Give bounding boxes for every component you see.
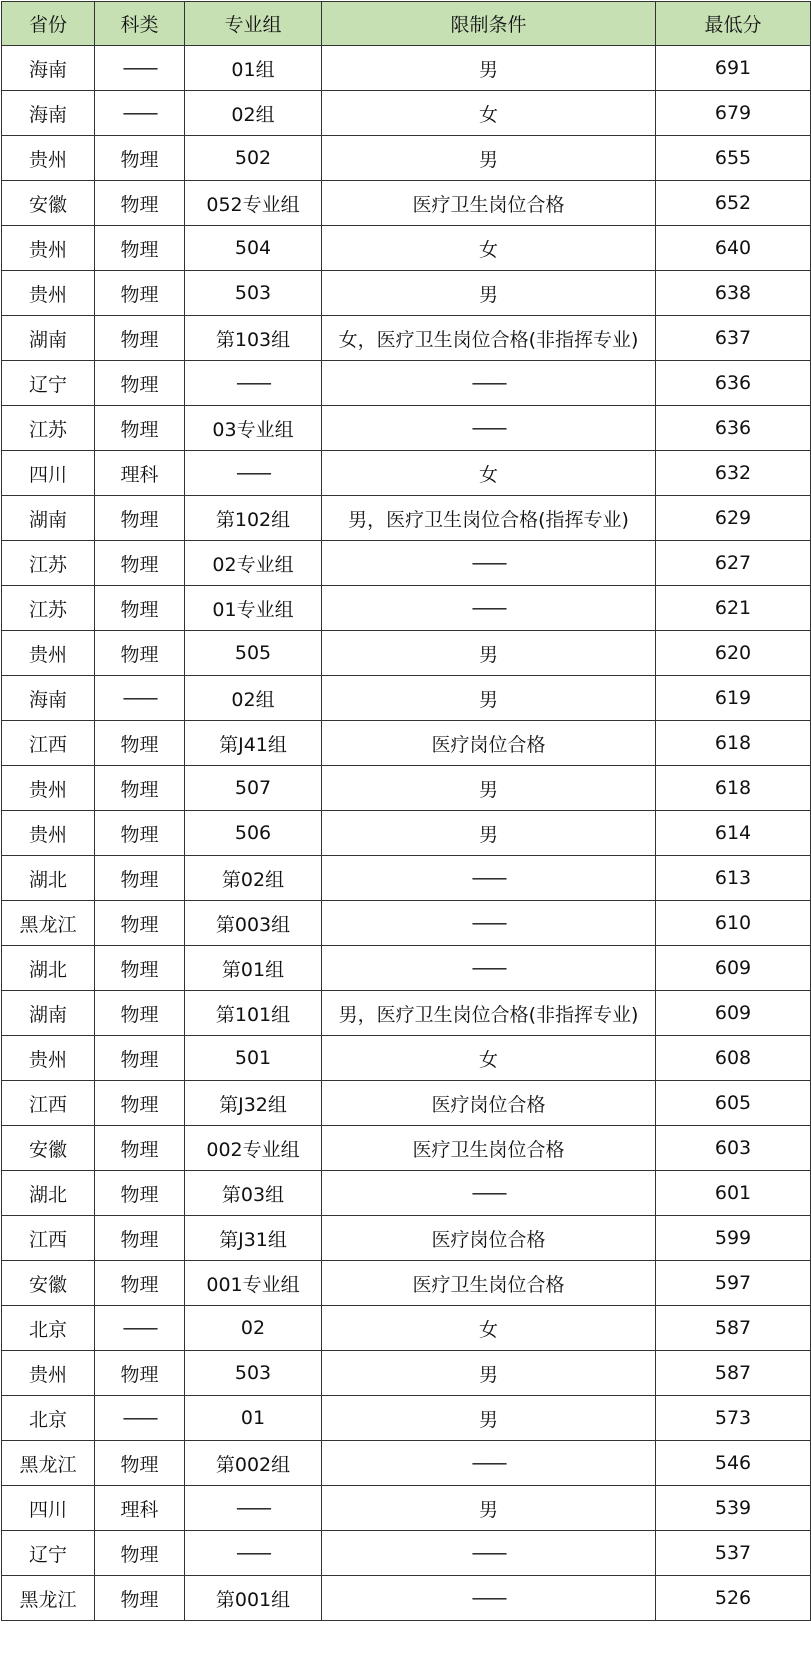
province-cell: 江苏: [2, 406, 95, 451]
restrictions-cell: 医疗岗位合格: [322, 721, 656, 766]
restrictions-cell: 男: [322, 811, 656, 856]
table-row: [2, 316, 811, 361]
table-row: [2, 676, 811, 721]
restrictions-cell: ——: [322, 541, 656, 586]
min-score-cell: 618: [656, 766, 811, 811]
admission-score-table: [1, 1, 811, 1621]
major-group-cell: 第103组: [185, 316, 322, 361]
province-cell: 黑龙江: [2, 901, 95, 946]
province-cell: 贵州: [2, 631, 95, 676]
table-row: [2, 271, 811, 316]
major-group-cell: 第02组: [185, 856, 322, 901]
subject-category-cell: 理科: [95, 1486, 185, 1531]
min-score-cell: 608: [656, 1036, 811, 1081]
min-score-cell: 629: [656, 496, 811, 541]
min-score-cell: 601: [656, 1171, 811, 1216]
restrictions-cell: 女，医疗卫生岗位合格(非指挥专业): [322, 316, 656, 361]
province-cell: 贵州: [2, 136, 95, 181]
restrictions-cell: 男: [322, 46, 656, 91]
major-group-cell: 01专业组: [185, 586, 322, 631]
table-header-row: [2, 2, 811, 46]
table-row: [2, 46, 811, 91]
min-score-cell: 637: [656, 316, 811, 361]
major-group-cell: 502: [185, 136, 322, 181]
subject-category-cell: 物理: [95, 496, 185, 541]
min-score-cell: 632: [656, 451, 811, 496]
min-score-cell: 636: [656, 361, 811, 406]
province-cell: 贵州: [2, 811, 95, 856]
major-group-cell: 第102组: [185, 496, 322, 541]
major-group-cell: 02组: [185, 91, 322, 136]
province-cell: 江苏: [2, 541, 95, 586]
major-group-cell: 506: [185, 811, 322, 856]
province-cell: 湖南: [2, 316, 95, 361]
province-cell: 辽宁: [2, 1531, 95, 1576]
major-group-cell: 第002组: [185, 1441, 322, 1486]
min-score-cell: 526: [656, 1576, 811, 1621]
table-row: [2, 1036, 811, 1081]
table-row: [2, 181, 811, 226]
major-group-cell: 02专业组: [185, 541, 322, 586]
table-row: [2, 226, 811, 271]
subject-category-cell: 物理: [95, 1441, 185, 1486]
restrictions-cell: ——: [322, 946, 656, 991]
subject-category-cell: 物理: [95, 316, 185, 361]
subject-category-cell: 理科: [95, 451, 185, 496]
min-score-cell: 640: [656, 226, 811, 271]
restrictions-cell: 男: [322, 1486, 656, 1531]
major-group-cell: ——: [185, 451, 322, 496]
major-group-cell: 052专业组: [185, 181, 322, 226]
restrictions-cell: 女: [322, 91, 656, 136]
table-row: [2, 1396, 811, 1441]
restrictions-cell: ——: [322, 406, 656, 451]
table-row: [2, 136, 811, 181]
province-cell: 贵州: [2, 766, 95, 811]
table-row: [2, 1576, 811, 1621]
province-cell: 贵州: [2, 271, 95, 316]
table-row: [2, 586, 811, 631]
province-cell: 湖南: [2, 991, 95, 1036]
table-row: [2, 1261, 811, 1306]
major-group-cell: 02: [185, 1306, 322, 1351]
province-cell: 北京: [2, 1306, 95, 1351]
subject-category-cell: 物理: [95, 181, 185, 226]
province-cell: 海南: [2, 46, 95, 91]
major-group-cell: 第003组: [185, 901, 322, 946]
admission-score-table-container: [1, 1, 810, 1621]
restrictions-cell: 女: [322, 226, 656, 271]
major-group-cell: 02组: [185, 676, 322, 721]
restrictions-cell: 男: [322, 631, 656, 676]
min-score-cell: 537: [656, 1531, 811, 1576]
subject-category-cell: 物理: [95, 991, 185, 1036]
subject-category-cell: 物理: [95, 586, 185, 631]
restrictions-cell: 医疗岗位合格: [322, 1216, 656, 1261]
province-cell: 贵州: [2, 226, 95, 271]
province-cell: 海南: [2, 91, 95, 136]
subject-category-cell: 物理: [95, 901, 185, 946]
table-row: [2, 1486, 811, 1531]
min-score-cell: 609: [656, 991, 811, 1036]
major-group-cell: ——: [185, 361, 322, 406]
major-group-cell: 507: [185, 766, 322, 811]
subject-category-cell: 物理: [95, 541, 185, 586]
table-body: [2, 46, 811, 1621]
min-score-cell: 539: [656, 1486, 811, 1531]
table-row: [2, 946, 811, 991]
table-row: [2, 811, 811, 856]
major-group-cell: 第J32组: [185, 1081, 322, 1126]
subject-category-cell: 物理: [95, 271, 185, 316]
subject-category-cell: 物理: [95, 136, 185, 181]
table-row: [2, 1306, 811, 1351]
restrictions-cell: 男，医疗卫生岗位合格(非指挥专业): [322, 991, 656, 1036]
major-group-cell: ——: [185, 1486, 322, 1531]
subject-category-cell: 物理: [95, 1036, 185, 1081]
table-row: [2, 1531, 811, 1576]
subject-category-cell: ——: [95, 1306, 185, 1351]
subject-category-cell: 物理: [95, 361, 185, 406]
table-row: [2, 991, 811, 1036]
min-score-cell: 627: [656, 541, 811, 586]
major-group-cell: 001专业组: [185, 1261, 322, 1306]
table-row: [2, 1441, 811, 1486]
subject-category-cell: ——: [95, 46, 185, 91]
restrictions-cell: ——: [322, 856, 656, 901]
subject-category-cell: ——: [95, 1396, 185, 1441]
header-restrictions: 限制条件: [322, 2, 656, 46]
table-row: [2, 631, 811, 676]
subject-category-cell: 物理: [95, 721, 185, 766]
major-group-cell: ——: [185, 1531, 322, 1576]
subject-category-cell: 物理: [95, 1576, 185, 1621]
major-group-cell: 505: [185, 631, 322, 676]
min-score-cell: 599: [656, 1216, 811, 1261]
table-row: [2, 1126, 811, 1171]
restrictions-cell: 男: [322, 271, 656, 316]
subject-category-cell: 物理: [95, 766, 185, 811]
subject-category-cell: 物理: [95, 1081, 185, 1126]
province-cell: 江西: [2, 1216, 95, 1261]
subject-category-cell: 物理: [95, 1216, 185, 1261]
province-cell: 黑龙江: [2, 1441, 95, 1486]
min-score-cell: 638: [656, 271, 811, 316]
major-group-cell: 第101组: [185, 991, 322, 1036]
restrictions-cell: 男: [322, 1351, 656, 1396]
major-group-cell: 504: [185, 226, 322, 271]
province-cell: 湖北: [2, 1171, 95, 1216]
major-group-cell: 第001组: [185, 1576, 322, 1621]
subject-category-cell: 物理: [95, 856, 185, 901]
restrictions-cell: 医疗卫生岗位合格: [322, 1126, 656, 1171]
min-score-cell: 620: [656, 631, 811, 676]
subject-category-cell: 物理: [95, 811, 185, 856]
min-score-cell: 605: [656, 1081, 811, 1126]
restrictions-cell: ——: [322, 1171, 656, 1216]
table-row: [2, 1351, 811, 1396]
province-cell: 湖北: [2, 856, 95, 901]
restrictions-cell: ——: [322, 1441, 656, 1486]
min-score-cell: 587: [656, 1306, 811, 1351]
province-cell: 安徽: [2, 1261, 95, 1306]
min-score-cell: 613: [656, 856, 811, 901]
table-row: [2, 1216, 811, 1261]
restrictions-cell: 男，医疗卫生岗位合格(指挥专业): [322, 496, 656, 541]
restrictions-cell: 男: [322, 1396, 656, 1441]
restrictions-cell: ——: [322, 361, 656, 406]
min-score-cell: 573: [656, 1396, 811, 1441]
major-group-cell: 第J41组: [185, 721, 322, 766]
province-cell: 四川: [2, 1486, 95, 1531]
major-group-cell: 01组: [185, 46, 322, 91]
min-score-cell: 597: [656, 1261, 811, 1306]
subject-category-cell: 物理: [95, 1126, 185, 1171]
table-row: [2, 901, 811, 946]
table-row: [2, 361, 811, 406]
subject-category-cell: 物理: [95, 406, 185, 451]
subject-category-cell: 物理: [95, 946, 185, 991]
min-score-cell: 652: [656, 181, 811, 226]
major-group-cell: 501: [185, 1036, 322, 1081]
min-score-cell: 691: [656, 46, 811, 91]
table-row: [2, 496, 811, 541]
province-cell: 安徽: [2, 1126, 95, 1171]
subject-category-cell: 物理: [95, 1531, 185, 1576]
major-group-cell: 01: [185, 1396, 322, 1441]
min-score-cell: 614: [656, 811, 811, 856]
table-row: [2, 721, 811, 766]
restrictions-cell: 女: [322, 1306, 656, 1351]
province-cell: 江西: [2, 721, 95, 766]
restrictions-cell: 男: [322, 676, 656, 721]
min-score-cell: 587: [656, 1351, 811, 1396]
major-group-cell: 503: [185, 271, 322, 316]
subject-category-cell: 物理: [95, 1261, 185, 1306]
subject-category-cell: ——: [95, 91, 185, 136]
table-row: [2, 451, 811, 496]
major-group-cell: 503: [185, 1351, 322, 1396]
province-cell: 贵州: [2, 1036, 95, 1081]
province-cell: 湖南: [2, 496, 95, 541]
restrictions-cell: ——: [322, 586, 656, 631]
min-score-cell: 603: [656, 1126, 811, 1171]
header-province: 省份: [2, 2, 95, 46]
table-row: [2, 1171, 811, 1216]
major-group-cell: 第01组: [185, 946, 322, 991]
restrictions-cell: 男: [322, 136, 656, 181]
restrictions-cell: 女: [322, 451, 656, 496]
restrictions-cell: 医疗岗位合格: [322, 1081, 656, 1126]
min-score-cell: 655: [656, 136, 811, 181]
major-group-cell: 03专业组: [185, 406, 322, 451]
table-row: [2, 406, 811, 451]
province-cell: 四川: [2, 451, 95, 496]
subject-category-cell: 物理: [95, 1171, 185, 1216]
header-major-group: 专业组: [185, 2, 322, 46]
restrictions-cell: 医疗卫生岗位合格: [322, 1261, 656, 1306]
min-score-cell: 609: [656, 946, 811, 991]
min-score-cell: 546: [656, 1441, 811, 1486]
min-score-cell: 619: [656, 676, 811, 721]
province-cell: 黑龙江: [2, 1576, 95, 1621]
province-cell: 北京: [2, 1396, 95, 1441]
table-row: [2, 856, 811, 901]
subject-category-cell: 物理: [95, 226, 185, 271]
restrictions-cell: 医疗卫生岗位合格: [322, 181, 656, 226]
min-score-cell: 636: [656, 406, 811, 451]
header-subject-category: 科类: [95, 2, 185, 46]
table-row: [2, 766, 811, 811]
min-score-cell: 679: [656, 91, 811, 136]
province-cell: 海南: [2, 676, 95, 721]
province-cell: 江西: [2, 1081, 95, 1126]
subject-category-cell: 物理: [95, 631, 185, 676]
province-cell: 安徽: [2, 181, 95, 226]
restrictions-cell: ——: [322, 1576, 656, 1621]
restrictions-cell: 女: [322, 1036, 656, 1081]
major-group-cell: 002专业组: [185, 1126, 322, 1171]
major-group-cell: 第03组: [185, 1171, 322, 1216]
restrictions-cell: ——: [322, 901, 656, 946]
restrictions-cell: ——: [322, 1531, 656, 1576]
subject-category-cell: 物理: [95, 1351, 185, 1396]
table-row: [2, 91, 811, 136]
min-score-cell: 621: [656, 586, 811, 631]
province-cell: 湖北: [2, 946, 95, 991]
table-row: [2, 541, 811, 586]
table-row: [2, 1081, 811, 1126]
min-score-cell: 610: [656, 901, 811, 946]
province-cell: 贵州: [2, 1351, 95, 1396]
province-cell: 江苏: [2, 586, 95, 631]
province-cell: 辽宁: [2, 361, 95, 406]
header-min-score: 最低分: [656, 2, 811, 46]
major-group-cell: 第J31组: [185, 1216, 322, 1261]
restrictions-cell: 男: [322, 766, 656, 811]
min-score-cell: 618: [656, 721, 811, 766]
subject-category-cell: ——: [95, 676, 185, 721]
